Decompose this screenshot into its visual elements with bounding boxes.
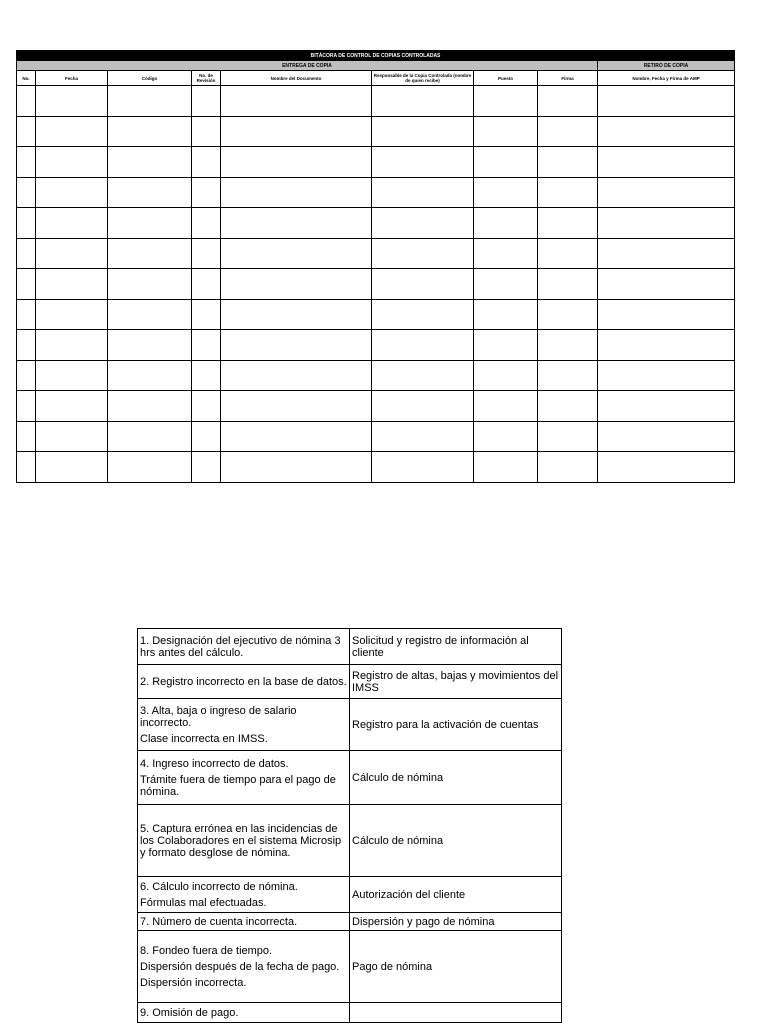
table-row bbox=[17, 116, 735, 147]
empty-cell[interactable] bbox=[474, 452, 538, 483]
empty-cell[interactable] bbox=[221, 86, 372, 117]
column-header: Puesto bbox=[474, 71, 538, 86]
empty-cell[interactable] bbox=[372, 147, 474, 178]
empty-cell[interactable] bbox=[192, 86, 221, 117]
risk-text: 6. Cálculo incorrecto de nómina. bbox=[140, 880, 298, 893]
risk-description-cell bbox=[138, 931, 350, 1003]
empty-cell[interactable] bbox=[598, 421, 735, 452]
empty-cell[interactable] bbox=[17, 269, 36, 300]
process-stage-cell: Registro para la activación de cuentas bbox=[350, 699, 562, 751]
empty-cell[interactable] bbox=[372, 360, 474, 391]
empty-cell[interactable] bbox=[221, 238, 372, 269]
list-row bbox=[138, 629, 562, 665]
empty-cell[interactable] bbox=[108, 299, 192, 330]
table-row bbox=[17, 86, 735, 117]
empty-cell[interactable] bbox=[17, 116, 36, 147]
empty-cell[interactable] bbox=[17, 177, 36, 208]
section-retiro-de-copia: RETIRO DE COPIA bbox=[598, 61, 735, 71]
empty-cell[interactable] bbox=[221, 360, 372, 391]
empty-cell[interactable] bbox=[36, 330, 108, 361]
process-stage-cell: Registro de altas, bajas y movimientos del IMSS bbox=[350, 665, 562, 699]
empty-cell[interactable] bbox=[108, 330, 192, 361]
empty-cell[interactable] bbox=[17, 391, 36, 422]
empty-cell[interactable] bbox=[36, 116, 108, 147]
empty-cell[interactable] bbox=[108, 238, 192, 269]
risk-text: Clase incorrecta en IMSS. bbox=[140, 732, 268, 745]
empty-cell[interactable] bbox=[17, 238, 36, 269]
empty-cell[interactable] bbox=[17, 330, 36, 361]
empty-cell[interactable] bbox=[17, 360, 36, 391]
risk-text: Fórmulas mal efectuadas. bbox=[140, 896, 267, 909]
empty-cell[interactable] bbox=[17, 452, 36, 483]
empty-cell[interactable] bbox=[598, 330, 735, 361]
process-risk-table bbox=[137, 628, 562, 1023]
empty-cell[interactable] bbox=[108, 208, 192, 239]
empty-cell[interactable] bbox=[538, 391, 598, 422]
empty-cell[interactable] bbox=[17, 86, 36, 117]
empty-cell[interactable] bbox=[474, 177, 538, 208]
empty-cell[interactable] bbox=[36, 208, 108, 239]
process-stage-cell: Autorización del cliente bbox=[350, 877, 562, 913]
risk-description-cell bbox=[138, 699, 350, 751]
empty-cell[interactable] bbox=[538, 147, 598, 178]
empty-cell[interactable] bbox=[17, 421, 36, 452]
empty-cell[interactable] bbox=[221, 299, 372, 330]
empty-cell[interactable] bbox=[598, 208, 735, 239]
empty-cell[interactable] bbox=[192, 452, 221, 483]
empty-cell[interactable] bbox=[36, 238, 108, 269]
table-row bbox=[17, 330, 735, 361]
table-row bbox=[17, 208, 735, 239]
list-row bbox=[138, 877, 562, 913]
list-row bbox=[138, 699, 562, 751]
risk-description-cell bbox=[138, 877, 350, 913]
empty-cell[interactable] bbox=[36, 147, 108, 178]
process-stage-cell: Pago de nómina bbox=[350, 931, 562, 1003]
empty-cell[interactable] bbox=[474, 116, 538, 147]
empty-cell[interactable] bbox=[17, 208, 36, 239]
empty-cell[interactable] bbox=[538, 330, 598, 361]
column-header: Fecha bbox=[36, 71, 108, 86]
risk-description-cell bbox=[138, 913, 350, 931]
empty-cell[interactable] bbox=[372, 391, 474, 422]
section-entrega-de-copia: ENTREGA DE COPIA bbox=[17, 61, 598, 71]
empty-cell[interactable] bbox=[474, 269, 538, 300]
empty-cell[interactable] bbox=[36, 299, 108, 330]
empty-cell[interactable] bbox=[108, 421, 192, 452]
table-row bbox=[17, 269, 735, 300]
empty-cell[interactable] bbox=[108, 391, 192, 422]
risk-text: 9. Omisión de pago. bbox=[140, 1006, 239, 1019]
empty-cell[interactable] bbox=[36, 86, 108, 117]
risk-text: 5. Captura errónea en las incidencias de los Colaboradores en el sistema Microsip y formato desglose de nómina. bbox=[140, 822, 342, 859]
empty-cell[interactable] bbox=[108, 452, 192, 483]
empty-cell[interactable] bbox=[598, 116, 735, 147]
empty-cell[interactable] bbox=[192, 299, 221, 330]
empty-cell[interactable] bbox=[192, 269, 221, 300]
empty-cell[interactable] bbox=[221, 147, 372, 178]
column-header: Nombre del Documento bbox=[221, 71, 372, 86]
empty-cell[interactable] bbox=[221, 391, 372, 422]
empty-cell[interactable] bbox=[598, 177, 735, 208]
empty-cell[interactable] bbox=[598, 147, 735, 178]
empty-cell[interactable] bbox=[221, 421, 372, 452]
empty-cell[interactable] bbox=[36, 452, 108, 483]
list-row bbox=[138, 805, 562, 877]
empty-cell[interactable] bbox=[372, 421, 474, 452]
column-header: Firma bbox=[538, 71, 598, 86]
empty-cell[interactable] bbox=[108, 147, 192, 178]
risk-description-cell bbox=[138, 1003, 350, 1023]
empty-cell[interactable] bbox=[474, 330, 538, 361]
empty-cell[interactable] bbox=[372, 452, 474, 483]
list-row bbox=[138, 1003, 562, 1023]
table-row bbox=[17, 147, 735, 178]
empty-cell[interactable] bbox=[36, 391, 108, 422]
risk-text: Trámite fuera de tiempo para el pago de nómina. bbox=[140, 773, 336, 798]
process-stage-cell: Solicitud y registro de información al cliente bbox=[350, 629, 562, 665]
empty-cell[interactable] bbox=[372, 116, 474, 147]
table-row bbox=[17, 391, 735, 422]
empty-cell[interactable] bbox=[538, 421, 598, 452]
empty-cell[interactable] bbox=[192, 238, 221, 269]
empty-cell[interactable] bbox=[598, 86, 735, 117]
column-header: Responsable de la Copia Controlada (nombre de quien recibe) bbox=[372, 71, 474, 86]
empty-cell[interactable] bbox=[598, 269, 735, 300]
empty-cell[interactable] bbox=[598, 391, 735, 422]
table-row bbox=[17, 299, 735, 330]
empty-cell[interactable] bbox=[538, 452, 598, 483]
empty-cell[interactable] bbox=[192, 116, 221, 147]
table-row bbox=[17, 177, 735, 208]
table-row bbox=[17, 452, 735, 483]
column-header: Nombre, Fecha y Firma de AMP bbox=[598, 71, 735, 86]
table-row bbox=[17, 360, 735, 391]
empty-cell[interactable] bbox=[474, 208, 538, 239]
risk-text: 3. Alta, baja o ingreso de salario incorrecto. bbox=[140, 704, 297, 729]
empty-cell[interactable] bbox=[192, 391, 221, 422]
empty-cell[interactable] bbox=[474, 86, 538, 117]
risk-text: Dispersión después de la fecha de pago. bbox=[140, 960, 340, 973]
risk-description-cell bbox=[138, 751, 350, 805]
empty-cell[interactable] bbox=[372, 269, 474, 300]
empty-cell[interactable] bbox=[108, 360, 192, 391]
empty-cell[interactable] bbox=[372, 330, 474, 361]
empty-cell[interactable] bbox=[474, 299, 538, 330]
empty-cell[interactable] bbox=[372, 299, 474, 330]
empty-cell[interactable] bbox=[538, 208, 598, 239]
list-row bbox=[138, 665, 562, 699]
log-title: BITÁCORA DE CONTROL DE COPIAS CONTROLADAS bbox=[17, 51, 735, 61]
empty-cell[interactable] bbox=[372, 238, 474, 269]
risk-text: 4. Ingreso incorrecto de datos. bbox=[140, 757, 289, 770]
empty-cell[interactable] bbox=[474, 391, 538, 422]
empty-cell[interactable] bbox=[221, 269, 372, 300]
list-row bbox=[138, 913, 562, 931]
empty-cell[interactable] bbox=[108, 116, 192, 147]
empty-cell[interactable] bbox=[538, 177, 598, 208]
empty-cell[interactable] bbox=[192, 147, 221, 178]
risk-description-cell bbox=[138, 805, 350, 877]
empty-cell[interactable] bbox=[598, 452, 735, 483]
risk-text: 1. Designación del ejecutivo de nómina 3 hrs antes del cálculo. bbox=[140, 634, 341, 659]
risk-text: 8. Fondeo fuera de tiempo. bbox=[140, 944, 273, 957]
empty-cell[interactable] bbox=[221, 330, 372, 361]
empty-cell[interactable] bbox=[36, 421, 108, 452]
empty-cell[interactable] bbox=[192, 177, 221, 208]
empty-cell[interactable] bbox=[598, 299, 735, 330]
empty-cell[interactable] bbox=[221, 452, 372, 483]
empty-cell[interactable] bbox=[474, 147, 538, 178]
empty-cell[interactable] bbox=[598, 360, 735, 391]
process-stage-cell: Cálculo de nómina bbox=[350, 805, 562, 877]
empty-cell[interactable] bbox=[474, 421, 538, 452]
empty-cell[interactable] bbox=[36, 269, 108, 300]
empty-cell[interactable] bbox=[474, 360, 538, 391]
empty-cell[interactable] bbox=[598, 238, 735, 269]
list-row bbox=[138, 751, 562, 805]
empty-cell[interactable] bbox=[538, 86, 598, 117]
process-stage-cell: Dispersión y pago de nómina bbox=[350, 913, 562, 931]
empty-cell[interactable] bbox=[192, 421, 221, 452]
process-stage-cell: Cálculo de nómina bbox=[350, 751, 562, 805]
risk-text: 2. Registro incorrecto en la base de datos. bbox=[140, 675, 347, 688]
empty-cell[interactable] bbox=[108, 269, 192, 300]
risk-description-cell bbox=[138, 629, 350, 665]
empty-cell[interactable] bbox=[221, 208, 372, 239]
risk-text: Dispersión incorrecta. bbox=[140, 976, 247, 989]
risk-text: 7. Número de cuenta incorrecta. bbox=[140, 915, 298, 928]
empty-cell[interactable] bbox=[538, 238, 598, 269]
empty-cell[interactable] bbox=[221, 177, 372, 208]
empty-cell[interactable] bbox=[192, 360, 221, 391]
empty-cell[interactable] bbox=[192, 208, 221, 239]
table-row bbox=[17, 421, 735, 452]
empty-cell[interactable] bbox=[538, 360, 598, 391]
column-header: No. bbox=[17, 71, 36, 86]
risk-description-cell bbox=[138, 665, 350, 699]
list-row bbox=[138, 931, 562, 1003]
empty-cell[interactable] bbox=[17, 147, 36, 178]
table-row bbox=[17, 238, 735, 269]
empty-cell[interactable] bbox=[108, 177, 192, 208]
process-stage-cell bbox=[350, 1003, 562, 1023]
empty-cell[interactable] bbox=[372, 208, 474, 239]
empty-cell[interactable] bbox=[36, 177, 108, 208]
empty-cell[interactable] bbox=[108, 86, 192, 117]
control-log-table bbox=[16, 50, 735, 483]
empty-cell[interactable] bbox=[538, 269, 598, 300]
empty-cell[interactable] bbox=[192, 330, 221, 361]
empty-cell[interactable] bbox=[538, 116, 598, 147]
column-header: Código bbox=[108, 71, 192, 86]
empty-cell[interactable] bbox=[372, 177, 474, 208]
column-header: No. de Revisión bbox=[192, 71, 221, 86]
empty-cell[interactable] bbox=[221, 116, 372, 147]
empty-cell[interactable] bbox=[36, 360, 108, 391]
empty-cell[interactable] bbox=[372, 86, 474, 117]
empty-cell[interactable] bbox=[17, 299, 36, 330]
empty-cell[interactable] bbox=[538, 299, 598, 330]
empty-cell[interactable] bbox=[474, 238, 538, 269]
